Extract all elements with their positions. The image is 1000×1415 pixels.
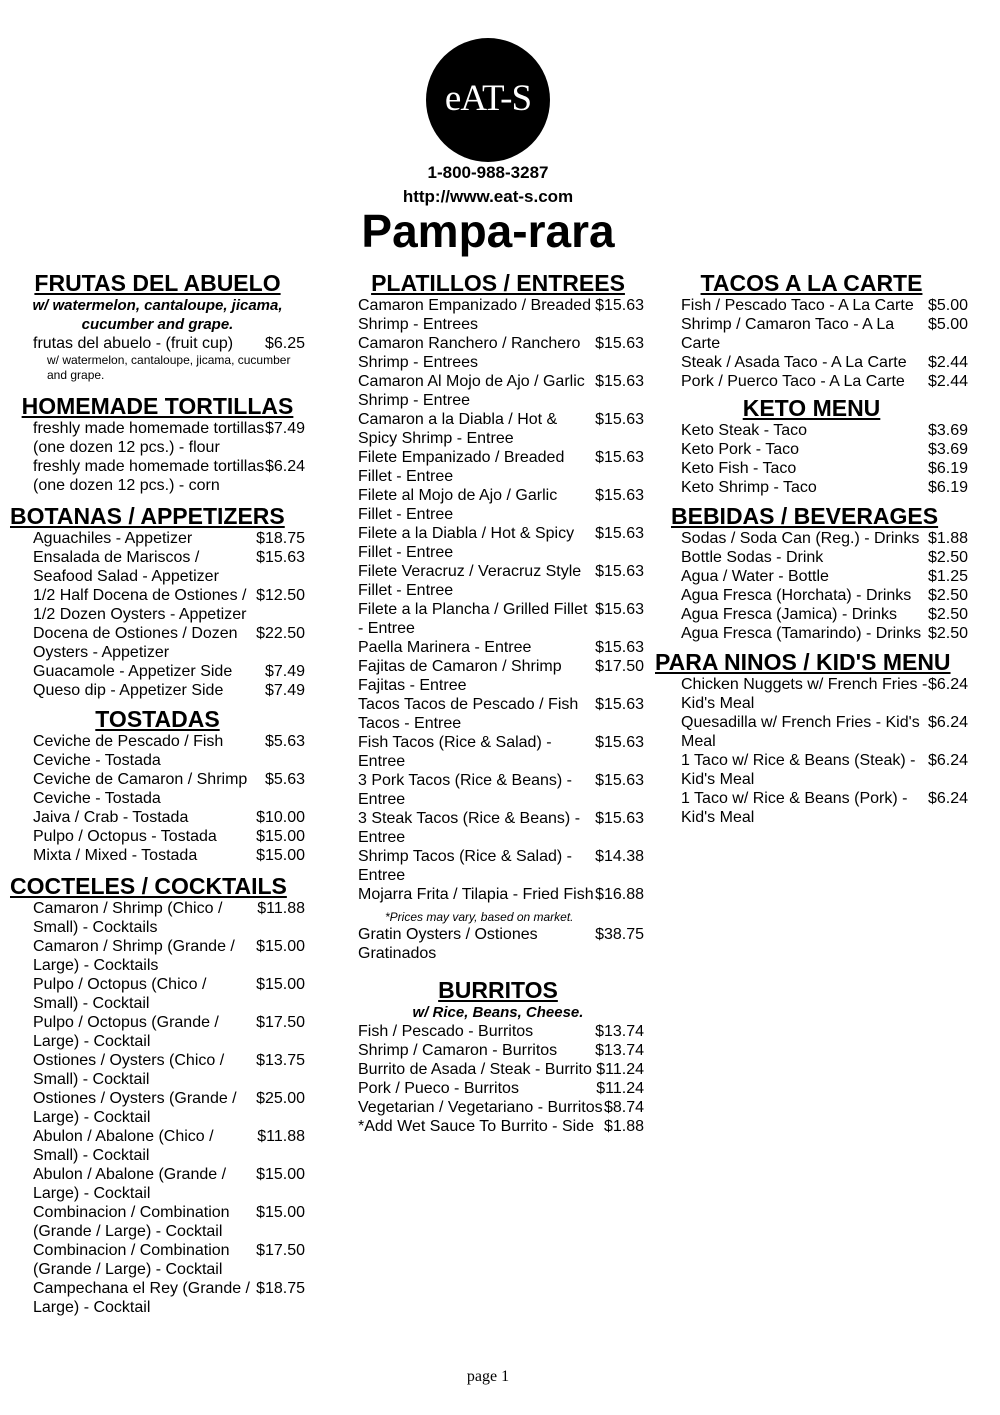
- menu-item-name: Pulpo / Octopus (Grande / Large) - Cocktail: [33, 1014, 219, 1050]
- section-title-botanas: BOTANAS / APPETIZERS: [10, 503, 285, 529]
- menu-item-price: $11.24: [596, 1080, 644, 1097]
- menu-item-name: Fish / Pescado - Burritos: [358, 1023, 534, 1040]
- menu-item-price: $15.63: [595, 411, 644, 428]
- menu-item: [681, 296, 968, 315]
- section-title-tortillas: HOMEMADE TORTILLAS: [21, 393, 294, 419]
- menu-item: [358, 486, 644, 524]
- menu-item-name: 3 Steak Tacos (Rice & Beans) - Entree: [358, 810, 581, 846]
- menu-item: [681, 459, 968, 478]
- menu-item-price: $6.24: [927, 790, 968, 807]
- menu-item-price: $18.75: [256, 1280, 305, 1297]
- menu-item-price: $15.00: [256, 847, 305, 864]
- menu-item-price: $6.19: [927, 479, 968, 496]
- menu-item: [681, 353, 968, 372]
- menu-item-name: Shrimp / Camaron - Burritos: [358, 1042, 558, 1059]
- menu-item-name: Fish Tacos (Rice & Salad) - Entree: [358, 734, 552, 770]
- menu-item-name: Keto Fish - Taco: [681, 460, 797, 477]
- menu-item-price: $5.63: [264, 771, 305, 788]
- menu-item: [33, 681, 305, 700]
- menu-item-name: Mixta / Mixed - Tostada: [33, 847, 198, 864]
- menu-item: [358, 885, 644, 904]
- menu-item-name: Abulon / Abalone (Chico / Small) - Cocktail: [33, 1128, 214, 1164]
- menu-item-price: $13.75: [256, 1052, 305, 1069]
- menu-item-name: Camaron Ranchero / Ranchero Shrimp - Entrees: [358, 335, 581, 371]
- menu-item-name: Quesadilla w/ French Fries - Kid's Meal: [681, 714, 920, 750]
- menu-item-name: Steak / Asada Taco - A La Carte: [681, 354, 907, 371]
- menu-item-name: Docena de Ostiones / Dozen Oysters - Appetizer: [33, 625, 238, 661]
- menu-item-price: $8.74: [603, 1099, 644, 1116]
- menu-item: [358, 657, 644, 695]
- menu-item-price: $15.63: [595, 373, 644, 390]
- menu-item-name: freshly made homemade tortillas (one dozen 12 pcs.) - corn: [33, 458, 265, 494]
- menu-item-price: $18.75: [256, 530, 305, 547]
- menu-item-price: $15.00: [256, 938, 305, 955]
- menu-item: [33, 662, 305, 681]
- menu-item-name: Camaron Al Mojo de Ajo / Garlic Shrimp - Entree: [358, 373, 585, 409]
- menu-item: [358, 1079, 644, 1098]
- menu-item-name: Shrimp Tacos (Rice & Salad) - Entree: [358, 848, 572, 884]
- section-title-burritos: BURRITOS: [438, 977, 558, 1003]
- menu-item-name: Camaron Empanizado / Breaded Shrimp - Entrees: [358, 297, 592, 333]
- logo-text: eAT-S: [444, 77, 532, 119]
- menu-item-price: $3.69: [927, 441, 968, 458]
- section-title-tostadas: TOSTADAS: [95, 706, 220, 732]
- menu-item: [33, 1279, 305, 1317]
- menu-item-price: $11.88: [257, 900, 305, 917]
- menu-item-name: Bottle Sodas - Drink: [681, 549, 824, 566]
- menu-item-price: $6.24: [927, 676, 968, 693]
- menu-item-price: $7.49: [264, 420, 305, 437]
- menu-item-name: Camaron / Shrimp (Chico / Small) - Cocktails: [33, 900, 223, 936]
- menu-item-price: $13.74: [595, 1023, 644, 1040]
- section-frutas-items: [10, 334, 305, 383]
- menu-item: [358, 771, 644, 809]
- menu-item-price: $5.00: [927, 316, 968, 333]
- menu-item-price: $15.63: [595, 601, 644, 618]
- menu-column-center: [352, 270, 644, 1136]
- menu-item-name: Combinacion / Combination (Grande / Large) - Cocktail: [33, 1204, 230, 1240]
- menu-item: [681, 529, 968, 548]
- menu-item-price: $2.50: [927, 625, 968, 642]
- menu-item-name: Ostiones / Oysters (Grande / Large) - Cocktail: [33, 1090, 237, 1126]
- section-title-ninos: PARA NINOS / KID'S MENU: [655, 649, 951, 675]
- menu-item: [33, 419, 305, 457]
- menu-item: [358, 334, 644, 372]
- menu-item-price: $17.50: [256, 1242, 305, 1259]
- menu-item-price: $25.00: [256, 1090, 305, 1107]
- menu-item-price: $15.63: [595, 772, 644, 789]
- menu-item-name: Filete Veracruz / Veracruz Style Fillet - Entree: [358, 563, 582, 599]
- menu-item-name: Agua Fresca (Tamarindo) - Drinks: [681, 625, 922, 642]
- menu-item: [681, 567, 968, 586]
- menu-item: [358, 733, 644, 771]
- menu-item: [681, 440, 968, 459]
- menu-item: [33, 846, 305, 865]
- menu-item: [33, 334, 305, 353]
- menu-item: [358, 562, 644, 600]
- menu-item-name: Filete a la Diabla / Hot & Spicy Fillet - Entree: [358, 525, 575, 561]
- menu-item-name: Agua / Water - Bottle: [681, 568, 829, 585]
- menu-item: [681, 586, 968, 605]
- menu-item: [358, 1098, 644, 1117]
- menu-item-name: Shrimp / Camaron Taco - A La Carte: [681, 316, 895, 352]
- menu-item: [33, 1127, 305, 1165]
- menu-item-price: $1.25: [927, 568, 968, 585]
- menu-item: [681, 751, 968, 789]
- menu-column-left: [10, 270, 305, 1317]
- menu-item-price: $7.49: [264, 663, 305, 680]
- menu-item-name: Campechana el Rey (Grande / Large) - Cocktail: [33, 1280, 250, 1316]
- menu-item: [33, 1013, 305, 1051]
- menu-item-name: 3 Pork Tacos (Rice & Beans) - Entree: [358, 772, 573, 808]
- menu-item: [33, 808, 305, 827]
- menu-item-price: $15.63: [595, 487, 644, 504]
- menu-item: [358, 1117, 644, 1136]
- menu-item: [358, 847, 644, 885]
- menu-item-price: $15.63: [256, 549, 305, 566]
- menu-item-name: Combinacion / Combination (Grande / Large) - Cocktail: [33, 1242, 230, 1278]
- menu-item: [358, 809, 644, 847]
- menu-item: [358, 1022, 644, 1041]
- menu-item: [33, 1051, 305, 1089]
- menu-item-price: $6.24: [927, 752, 968, 769]
- menu-item-price: $11.88: [257, 1128, 305, 1145]
- menu-item: [358, 1041, 644, 1060]
- menu-item: [33, 937, 305, 975]
- menu-item-price: $15.63: [595, 525, 644, 542]
- menu-item: [358, 524, 644, 562]
- menu-item-name: Filete a la Plancha / Grilled Fillet - Entree: [358, 601, 588, 637]
- menu-item-name: Pork / Puerco Taco - A La Carte: [681, 373, 905, 390]
- menu-item-price: $11.24: [596, 1061, 644, 1078]
- menu-item: [33, 548, 305, 586]
- menu-item-price: $6.24: [927, 714, 968, 731]
- menu-item-price: $2.44: [927, 354, 968, 371]
- menu-item-name: Guacamole - Appetizer Side: [33, 663, 233, 680]
- menu-item: [681, 372, 968, 391]
- menu-item-name: Keto Pork - Taco: [681, 441, 799, 458]
- menu-item-name: freshly made homemade tortillas (one dozen 12 pcs.) - flour: [33, 420, 265, 456]
- menu-item: [358, 448, 644, 486]
- menu-item-price: $15.63: [595, 449, 644, 466]
- menu-item: [33, 1165, 305, 1203]
- menu-item-name: Ceviche de Pescado / Fish Ceviche - Tostada: [33, 733, 224, 769]
- logo: [426, 38, 550, 162]
- menu-item-price: $2.50: [927, 549, 968, 566]
- menu-item-price: $15.63: [595, 734, 644, 751]
- menu-item-name: Mojarra Frita / Tilapia - Fried Fish: [358, 886, 594, 903]
- menu-item: [33, 1241, 305, 1279]
- menu-item-name: Burrito de Asada / Steak - Burrito: [358, 1061, 592, 1078]
- menu-item-name: Paella Marinera - Entree: [358, 639, 532, 656]
- menu-item-name: Filete Empanizado / Breaded Fillet - Entree: [358, 449, 565, 485]
- section-title-keto: KETO MENU: [742, 395, 881, 421]
- menu-item-name: Pulpo / Octopus - Tostada: [33, 828, 217, 845]
- menu-item-name: Ceviche de Camaron / Shrimp Ceviche - Tostada: [33, 771, 248, 807]
- menu-item: [33, 899, 305, 937]
- menu-item-name: Camaron / Shrimp (Grande / Large) - Cocktails: [33, 938, 235, 974]
- website-link[interactable]: http://www.eat-s.com: [402, 187, 574, 206]
- restaurant-name: Pampa-rara: [361, 205, 615, 257]
- menu-item-name: Filete al Mojo de Ajo / Garlic Fillet - Entree: [358, 487, 558, 523]
- menu-item-price: $15.63: [595, 563, 644, 580]
- menu-item-name: Tacos Tacos de Pescado / Fish Tacos - Entree: [358, 696, 579, 732]
- menu-item: [33, 529, 305, 548]
- menu-item-name: Queso dip - Appetizer Side: [33, 682, 224, 699]
- menu-item-price: $6.19: [927, 460, 968, 477]
- menu-item-price: $6.25: [264, 335, 305, 352]
- menu-item: [358, 372, 644, 410]
- menu-item-price: $6.24: [264, 458, 305, 475]
- section-title-bebidas: BEBIDAS / BEVERAGES: [671, 503, 939, 529]
- menu-item-price: $15.63: [595, 297, 644, 314]
- section-title-platillos: PLATILLOS / ENTREES: [371, 270, 625, 296]
- menu-item-name: Pulpo / Octopus (Chico / Small) - Cocktail: [33, 976, 207, 1012]
- menu-item-price: $10.00: [256, 809, 305, 826]
- menu-item: [358, 600, 644, 638]
- menu-item-name: frutas del abuelo - (fruit cup): [33, 335, 234, 352]
- menu-item-name: 1 Taco w/ Rice & Beans (Pork) - Kid's Meal: [681, 790, 908, 826]
- menu-item-name: Fish / Pescado Taco - A La Carte: [681, 297, 914, 314]
- menu-item: [33, 586, 305, 624]
- menu-item-name: Aguachiles - Appetizer: [33, 530, 193, 547]
- menu-column-right: [655, 270, 968, 827]
- menu-item-price: $15.00: [256, 828, 305, 845]
- menu-item-price: $14.38: [595, 848, 644, 865]
- menu-item-price: $15.00: [256, 1166, 305, 1183]
- section-title-frutas: FRUTAS DEL ABUELO: [34, 270, 281, 296]
- menu-item-price: $15.00: [256, 1204, 305, 1221]
- menu-item-name: Ensalada de Mariscos / Seafood Salad - Appetizer: [33, 549, 219, 585]
- menu-item-price: $38.75: [595, 926, 644, 943]
- menu-item: [681, 624, 968, 643]
- menu-item-name: Keto Steak - Taco: [681, 422, 807, 439]
- menu-item-price: $2.50: [927, 587, 968, 604]
- menu-item-name: Vegetarian / Vegetariano - Burritos: [358, 1099, 603, 1116]
- menu-item-name: Pork / Pueco - Burritos: [358, 1080, 519, 1097]
- menu-item-price: $3.69: [927, 422, 968, 439]
- menu-item-name: Abulon / Abalone (Grande / Large) - Cocktail: [33, 1166, 227, 1202]
- menu-item: [681, 478, 968, 497]
- menu-item-price: $13.74: [595, 1042, 644, 1059]
- menu-item-price: $15.00: [256, 976, 305, 993]
- menu-item-name: 1/2 Half Docena de Ostiones / 1/2 Dozen Oysters - Appetizer: [33, 587, 247, 623]
- menu-item-price: $1.88: [603, 1118, 644, 1135]
- menu-item: [33, 827, 305, 846]
- menu-item: [358, 1060, 644, 1079]
- menu-item-name: Camaron a la Diabla / Hot & Spicy Shrimp - Entree: [358, 411, 558, 447]
- menu-item: [358, 296, 644, 334]
- section-subtitle-frutas: w/ watermelon, cantaloupe, jicama, cucumber and grape.: [32, 297, 283, 333]
- menu-item-price: $7.49: [264, 682, 305, 699]
- menu-item-price: $2.50: [927, 606, 968, 623]
- menu-item-name: Agua Fresca (Jamica) - Drinks: [681, 606, 898, 623]
- menu-item-price: $16.88: [595, 886, 644, 903]
- menu-item-name: Chicken Nuggets w/ French Fries - Kid's Meal: [681, 676, 928, 712]
- menu-item-name: Gratin Oysters / Ostiones Gratinados: [358, 926, 538, 962]
- section-title-cocteles: COCTELES / COCKTAILS: [10, 873, 287, 899]
- menu-item: [33, 1089, 305, 1127]
- menu-item: [33, 732, 305, 770]
- menu-item-name: Sodas / Soda Can (Reg.) - Drinks: [681, 530, 920, 547]
- menu-item-price: $15.63: [595, 335, 644, 352]
- menu-item: [33, 975, 305, 1013]
- page-number: page 1: [466, 1368, 510, 1385]
- menu-item-price: $22.50: [256, 625, 305, 642]
- menu-item-name: *Add Wet Sauce To Burrito - Side: [358, 1118, 594, 1135]
- menu-item: [358, 695, 644, 733]
- menu-item-price: $17.50: [256, 1014, 305, 1031]
- menu-item-name: Jaiva / Crab - Tostada: [33, 809, 189, 826]
- menu-item-name: Ostiones / Oysters (Chico / Small) - Cocktail: [33, 1052, 225, 1088]
- menu-item-name: Fajitas de Camaron / Shrimp Fajitas - Entree: [358, 658, 562, 694]
- menu-item: [681, 789, 968, 827]
- menu-item-price: $15.63: [595, 639, 644, 656]
- menu-item: [681, 675, 968, 713]
- menu-item: [358, 925, 644, 963]
- item-description: w/ watermelon, cantaloupe, jicama, cucumber and grape.: [47, 353, 291, 382]
- menu-item-name: Keto Shrimp - Taco: [681, 479, 817, 496]
- menu-item-price: $17.50: [595, 658, 644, 675]
- menu-item-price: $2.44: [927, 373, 968, 390]
- menu-item-price: $1.88: [927, 530, 968, 547]
- menu-item: [681, 605, 968, 624]
- menu-item: [33, 624, 305, 662]
- section-title-tacos: TACOS A LA CARTE: [700, 270, 923, 296]
- menu-item: [358, 410, 644, 448]
- menu-item-price: $5.00: [927, 297, 968, 314]
- menu-item: [358, 638, 644, 657]
- menu-item: [33, 457, 305, 495]
- menu-item-price: $12.50: [256, 587, 305, 604]
- menu-item: [681, 713, 968, 751]
- menu-item: [681, 315, 968, 353]
- menu-item: [681, 421, 968, 440]
- menu-item-name: 1 Taco w/ Rice & Beans (Steak) - Kid's Meal: [681, 752, 916, 788]
- menu-item-price: $5.63: [264, 733, 305, 750]
- menu-item-price: $15.63: [595, 810, 644, 827]
- menu-item: [33, 1203, 305, 1241]
- section-subtitle-burritos: w/ Rice, Beans, Cheese.: [412, 1004, 584, 1021]
- menu-item-price: $15.63: [595, 696, 644, 713]
- phone-number: 1-800-988-3287: [427, 163, 549, 182]
- price-note: *Prices may vary, based on market.: [385, 910, 574, 924]
- menu-item-name: Agua Fresca (Horchata) - Drinks: [681, 587, 912, 604]
- menu-item: [681, 548, 968, 567]
- menu-item: [33, 770, 305, 808]
